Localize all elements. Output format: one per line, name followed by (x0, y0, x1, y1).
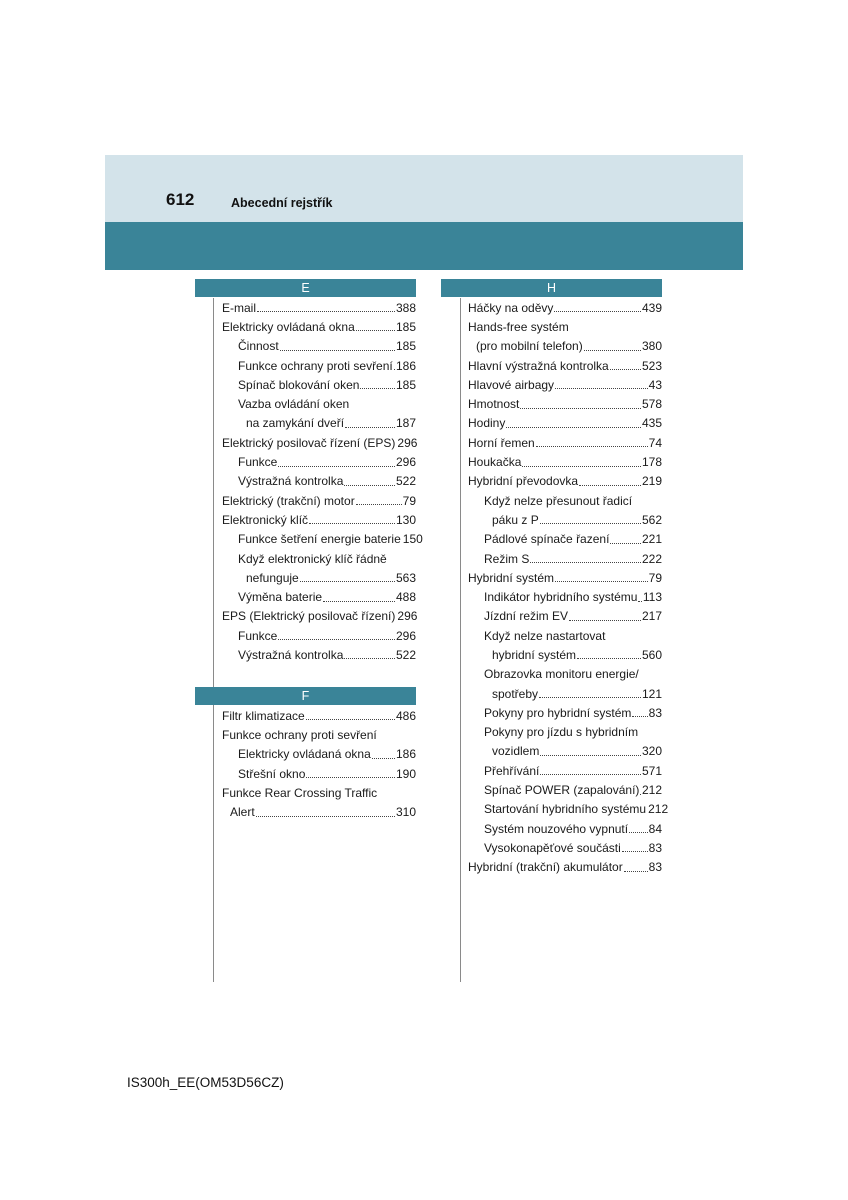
index-entry-page: 187 (395, 416, 416, 431)
index-entry-label: Alert (230, 805, 255, 820)
index-entry-label: Výstražná kontrolka (238, 474, 344, 489)
index-entry (468, 414, 662, 433)
index-entry-page: 296 (395, 628, 416, 643)
index-entry (222, 764, 416, 783)
index-entry-label: Hlavové airbagy (468, 377, 555, 392)
index-entry (468, 838, 662, 857)
dot-leader (540, 774, 641, 775)
dot-leader (306, 719, 395, 720)
index-entry (222, 568, 416, 587)
index-entry-page: 563 (395, 570, 416, 585)
index-entry-page: 130 (395, 512, 416, 527)
index-entry (468, 317, 662, 336)
dot-leader (345, 427, 395, 428)
index-entry (468, 684, 662, 703)
model-code-footer: IS300h_EE(OM53D56CZ) (127, 1075, 284, 1090)
index-entry (468, 298, 662, 317)
dot-leader (638, 601, 641, 602)
index-entry-page: 84 (648, 821, 662, 836)
index-entry-label: Spínač blokování oken (238, 377, 360, 392)
index-entry-label: spotřeby (492, 686, 539, 701)
index-entry-label: Střešní okno (238, 766, 306, 781)
index-entry-label: Hybridní systém (468, 570, 555, 585)
dot-leader (530, 562, 641, 563)
index-entry (222, 607, 416, 626)
index-entry-label: Přehřívání (484, 763, 540, 778)
dot-leader (610, 369, 641, 370)
index-entry (222, 725, 416, 744)
index-entry-page: 571 (641, 763, 662, 778)
index-entry-page: 83 (648, 705, 662, 720)
index-entry-label: Horní řemen (468, 435, 535, 450)
index-entry-page: 186 (395, 358, 416, 373)
dot-leader (539, 697, 641, 698)
dot-leader (540, 523, 641, 524)
dot-leader (622, 851, 648, 852)
index-entry-label: Výměna baterie (238, 590, 323, 605)
index-entry-page: 523 (641, 358, 662, 373)
index-entry-page: 221 (641, 532, 662, 547)
index-entry-label: Když elektronický klíč řádně (238, 551, 387, 566)
index-entry-page: 486 (395, 708, 416, 723)
dot-leader (256, 816, 395, 817)
index-entry-label: Elektricky ovládaná okna (238, 747, 371, 762)
index-entry (468, 800, 669, 819)
index-entry-label: Hands-free systém (468, 319, 569, 334)
dot-leader (372, 758, 395, 759)
index-entry-label: Funkce ochrany proti sevření (238, 358, 393, 373)
index-entry-page: 121 (641, 686, 662, 701)
index-entry-page: 185 (395, 319, 416, 334)
index-entry-label: hybridní systém (492, 647, 577, 662)
index-entry (468, 491, 662, 510)
index-entry (468, 858, 662, 877)
index-entry (222, 745, 416, 764)
header-band (105, 155, 743, 222)
index-entry-label: Pokyny pro hybridní systém (484, 705, 632, 720)
section-header-e: E (195, 279, 416, 297)
index-entry-label: Spínač POWER (zapalování) (484, 783, 640, 798)
index-entry (468, 703, 662, 722)
index-entry-label: Hybridní (trakční) akumulátor (468, 860, 623, 875)
dot-leader (356, 330, 395, 331)
index-entry-label: Pokyny pro jízdu s hybridním (484, 725, 639, 740)
index-entry (468, 587, 662, 606)
section-header-f: F (195, 687, 416, 705)
dot-leader (624, 871, 648, 872)
dot-leader (309, 523, 395, 524)
dot-leader (278, 466, 395, 467)
index-entry-label: Když nelze přesunout řadicí (484, 493, 633, 508)
index-entry (468, 394, 662, 413)
index-entry-page: 522 (395, 647, 416, 662)
dot-leader (344, 485, 395, 486)
index-entry (222, 317, 416, 336)
index-entry-label: páku z P (492, 512, 539, 527)
header-accent-bar (105, 222, 743, 270)
index-entry-label: Elektricky ovládaná okna (222, 319, 355, 334)
index-entry (222, 337, 416, 356)
index-entry-label: Elektronický klíč (222, 512, 309, 527)
index-entry-page: 296 (397, 609, 418, 624)
index-entry-page: 43 (648, 377, 662, 392)
index-entry-label: Činnost (238, 339, 279, 354)
index-entry-label: Funkce šetření energie baterie (238, 532, 401, 547)
index-entry-label: Funkce Rear Crossing Traffic (222, 785, 378, 800)
index-entry-page: 74 (648, 435, 662, 450)
index-entry-label: Režim S (484, 551, 530, 566)
index-entry (222, 414, 416, 433)
index-entry-page: 178 (641, 455, 662, 470)
index-entry-label: Systém nouzového vypnutí (484, 821, 629, 836)
index-entry (468, 375, 662, 394)
index-entry-page: 522 (395, 474, 416, 489)
index-entry (222, 783, 416, 802)
dot-leader (280, 350, 395, 351)
index-entry (468, 780, 662, 799)
index-entry (468, 761, 662, 780)
index-entry-page: 79 (402, 493, 416, 508)
index-entry-label: EPS (Elektrický posilovač řízení) (222, 609, 396, 624)
dot-leader (584, 350, 641, 351)
index-entry (468, 723, 662, 742)
index-entry (468, 530, 662, 549)
index-entry (468, 568, 662, 587)
dot-leader (610, 543, 641, 544)
index-entry-page: 560 (641, 647, 662, 662)
index-entry-page: 388 (395, 300, 416, 315)
index-entry-page: 380 (641, 339, 662, 354)
column-divider-right (460, 298, 461, 982)
index-entry-label: Jízdní režim EV (484, 609, 569, 624)
index-entry-label: Výstražná kontrolka (238, 647, 344, 662)
index-entry-page: 562 (641, 512, 662, 527)
index-entry (222, 706, 416, 725)
index-entry (222, 587, 416, 606)
dot-leader (579, 485, 641, 486)
index-entry-label: Funkce ochrany proti sevření (222, 727, 377, 742)
index-entry (468, 433, 662, 452)
index-list-f (222, 706, 416, 822)
index-entry-page: 320 (641, 744, 662, 759)
index-entry (468, 337, 662, 356)
index-entry (222, 356, 416, 375)
index-entry-label: Vazba ovládání oken (238, 397, 350, 412)
index-entry (222, 510, 416, 529)
dot-leader (569, 620, 641, 621)
dot-leader (356, 504, 402, 505)
dot-leader (629, 832, 648, 833)
dot-leader (360, 388, 395, 389)
dot-leader (506, 427, 641, 428)
page-title: Abecední rejstřík (231, 196, 333, 210)
index-entry (222, 645, 416, 664)
index-entry (222, 802, 416, 821)
dot-leader (536, 446, 648, 447)
dot-leader (300, 581, 395, 582)
index-entry-page: 113 (642, 590, 662, 605)
index-entry-label: Háčky na oděvy (468, 300, 554, 315)
index-entry (468, 472, 662, 491)
index-entry (468, 742, 662, 761)
index-entry-label: Startování hybridního systému (484, 802, 647, 817)
index-entry-page: 435 (641, 416, 662, 431)
index-entry (222, 433, 416, 452)
index-entry-label: Funkce (238, 628, 278, 643)
index-entry (222, 491, 416, 510)
dot-leader (323, 601, 395, 602)
index-list-h (468, 298, 669, 877)
index-entry (468, 626, 662, 645)
dot-leader (554, 311, 641, 312)
index-entry-label: Hlavní výstražná kontrolka (468, 358, 609, 373)
index-entry (468, 452, 662, 471)
index-entry (222, 549, 416, 568)
index-entry-page: 212 (641, 783, 662, 798)
index-entry (222, 626, 416, 645)
index-entry-page: 217 (641, 609, 662, 624)
index-entry-label: vozidlem (492, 744, 540, 759)
index-entry-page: 212 (648, 802, 669, 817)
index-entry (468, 356, 662, 375)
dot-leader (555, 388, 648, 389)
index-entry-label: Hybridní převodovka (468, 474, 579, 489)
index-entry-page: 185 (395, 377, 416, 392)
dot-leader (640, 794, 641, 795)
index-entry (222, 530, 423, 549)
page-number: 612 (166, 190, 195, 209)
index-entry (222, 298, 416, 317)
dot-leader (522, 466, 641, 467)
index-list-e (222, 298, 423, 665)
index-entry (222, 452, 416, 471)
index-entry-label: E-mail (222, 300, 257, 315)
index-entry-label: Filtr klimatizace (222, 708, 305, 723)
column-divider-left (213, 298, 214, 982)
dot-leader (540, 755, 641, 756)
dot-leader (520, 408, 641, 409)
index-entry-page: 578 (641, 397, 662, 412)
index-entry-page: 186 (395, 747, 416, 762)
index-entry (468, 549, 662, 568)
dot-leader (278, 639, 395, 640)
index-entry-label: Houkačka (468, 455, 522, 470)
dot-leader (306, 777, 395, 778)
index-entry (468, 607, 662, 626)
index-entry-label: Elektrický (trakční) motor (222, 493, 355, 508)
index-entry-page: 439 (641, 300, 662, 315)
index-entry-label: Indikátor hybridního systému (484, 590, 638, 605)
dot-leader (577, 658, 641, 659)
index-entry (468, 645, 662, 664)
index-entry-label: Vysokonapěťové součásti (484, 840, 621, 855)
index-entry (222, 394, 416, 413)
index-entry (468, 665, 662, 684)
index-entry-label: Pádlové spínače řazení (484, 532, 610, 547)
index-entry-page: 222 (641, 551, 662, 566)
index-entry-label: (pro mobilní telefon) (476, 339, 583, 354)
index-entry-label: Když nelze nastartovat (484, 628, 606, 643)
index-entry (468, 510, 662, 529)
index-entry-page: 150 (402, 532, 423, 547)
index-entry (222, 375, 416, 394)
index-entry-label: Funkce (238, 455, 278, 470)
index-entry-page: 83 (648, 840, 662, 855)
index-entry-page: 488 (395, 590, 416, 605)
index-entry-page: 190 (395, 766, 416, 781)
index-entry-label: Hodiny (468, 416, 506, 431)
dot-leader (257, 311, 395, 312)
index-entry-page: 296 (395, 455, 416, 470)
index-entry-page: 79 (648, 570, 662, 585)
index-entry (468, 819, 662, 838)
index-entry-label: Obrazovka monitoru energie/ (484, 667, 639, 682)
index-entry-page: 219 (641, 474, 662, 489)
index-entry-page: 83 (648, 860, 662, 875)
index-entry (222, 472, 416, 491)
dot-leader (555, 581, 648, 582)
index-entry-label: nefunguje (246, 570, 299, 585)
index-entry-label: Elektrický posilovač řízení (EPS) (222, 435, 396, 450)
index-entry-page: 185 (395, 339, 416, 354)
index-entry-page: 310 (395, 805, 416, 820)
section-header-h: H (441, 279, 662, 297)
index-entry-page: 296 (397, 435, 418, 450)
dot-leader (344, 658, 395, 659)
dot-leader (394, 369, 395, 370)
index-entry-label: Hmotnost (468, 397, 520, 412)
dot-leader (632, 716, 647, 717)
index-entry-label: na zamykání dveří (246, 416, 345, 431)
